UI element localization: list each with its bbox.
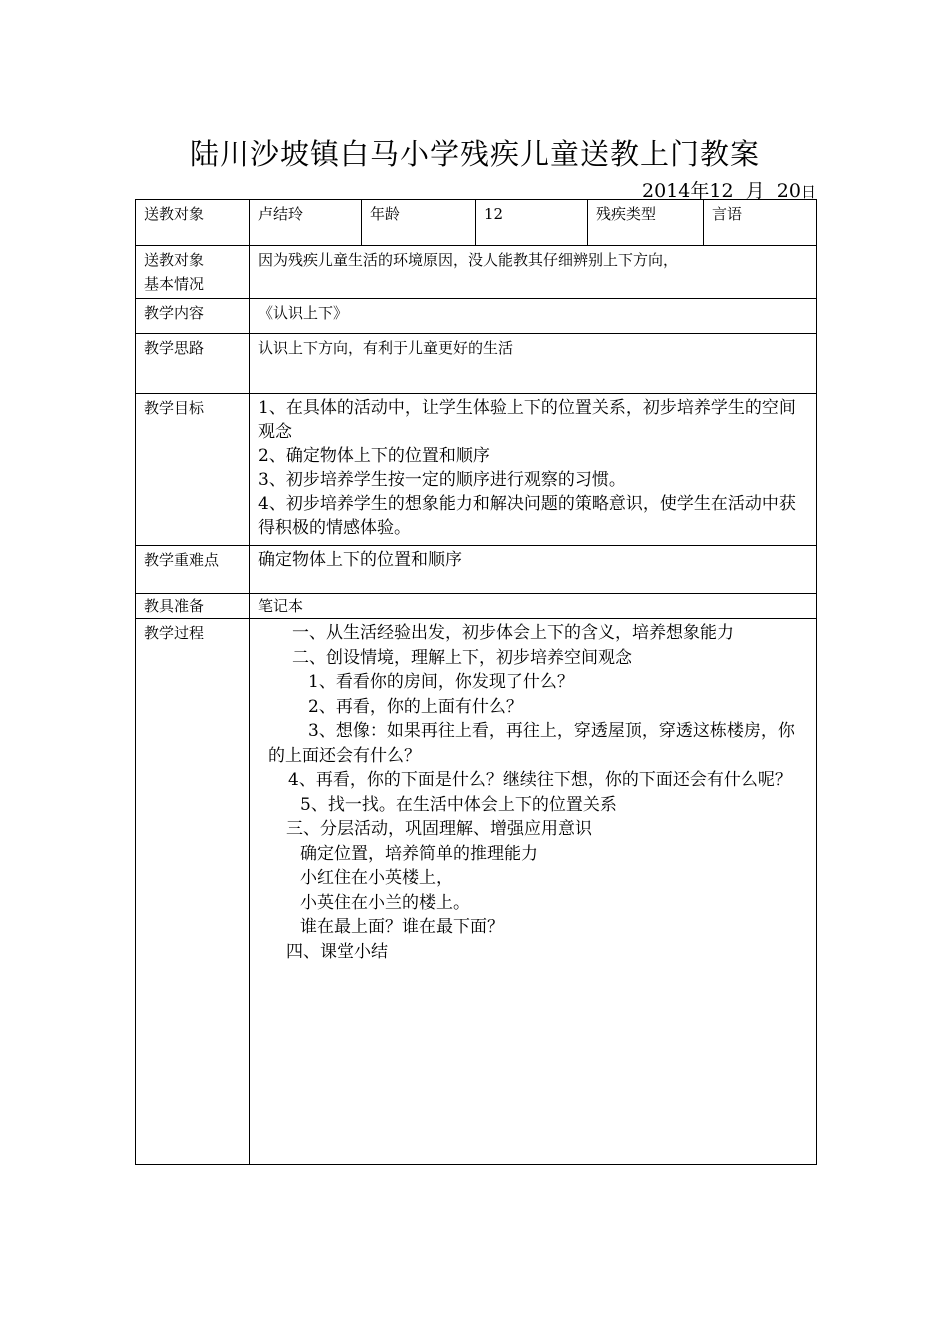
disability-type-label: 残疾类型 xyxy=(588,200,704,246)
basic-info-label-line2: 基本情况 xyxy=(144,275,205,293)
process-step: 小红住在小英楼上， xyxy=(300,868,453,888)
tools-label: 教具准备 xyxy=(136,594,250,619)
idea-label: 教学思路 xyxy=(136,334,250,394)
process-step: 5、找一找。在生活中体会上下的位置关系 xyxy=(300,794,617,815)
content-label: 教学内容 xyxy=(136,299,250,334)
basic-info-label xyxy=(136,246,250,299)
page-title: 陆川沙坡镇白马小学残疾儿童送教上门教案 xyxy=(189,137,760,171)
key-points-label: 教学重难点 xyxy=(136,546,250,594)
content-row xyxy=(136,299,817,334)
tools-row xyxy=(136,594,817,619)
process-step: 3、想像：如果再往上看，再往上，穿透屋顶，穿透这栋楼房，你的上面还会有什么？ xyxy=(268,721,795,766)
process-row xyxy=(136,619,817,1165)
process-value xyxy=(250,619,817,1165)
goal-item: 3、初步培养学生按一定的顺序进行观察的习惯。 xyxy=(258,470,626,490)
process-step: 三、分层活动，巩固理解、增强应用意识 xyxy=(286,819,592,839)
process-step: 1、看看你的房间，你发现了什么？ xyxy=(308,672,574,692)
process-step: 小英住在小兰的楼上。 xyxy=(300,892,470,913)
goal-item: 1、在具体的活动中，让学生体验上下的位置关系，初步培养学生的空间观念 xyxy=(258,398,796,442)
goals-value xyxy=(250,394,817,546)
date-year: 2014 xyxy=(642,180,691,202)
goals-label: 教学目标 xyxy=(136,394,250,546)
process-step: 二、创设情境，理解上下，初步培养空间观念 xyxy=(292,647,632,668)
idea-value: 认识上下方向，有利于儿童更好的生活 xyxy=(250,334,817,394)
lesson-plan-table xyxy=(135,199,817,1165)
process-step: 四、课堂小结 xyxy=(286,941,388,962)
goal-item: 4、初步培养学生的想象能力和解决问题的策略意识，使学生在活动中获得积极的情感体验。 xyxy=(258,494,796,538)
process-step: 确定位置，培养简单的推理能力 xyxy=(300,843,538,864)
date-day-unit: 日 xyxy=(800,183,816,201)
process-step: 一、从生活经验出发，初步体会上下的含义，培养想象能力 xyxy=(292,623,734,643)
student-name: 卢结玲 xyxy=(250,200,362,246)
goal-item: 2、确定物体上下的位置和顺序 xyxy=(258,446,490,466)
student-label: 送教对象 xyxy=(136,200,250,246)
process-step: 谁在最上面？谁在最下面？ xyxy=(300,917,504,937)
key-points-value: 确定物体上下的位置和顺序 xyxy=(250,546,817,594)
goals-row xyxy=(136,394,817,546)
date-day: 20 xyxy=(776,180,801,202)
age-label: 年龄 xyxy=(362,200,476,246)
content-value: 《认识上下》 xyxy=(250,299,817,334)
age-value: 12 xyxy=(476,200,588,246)
date-year-unit: 年 xyxy=(690,180,710,202)
basic-info-value: 因为残疾儿童生活的环境原因，没人能教其仔细辨别上下方向， xyxy=(250,246,817,299)
process-step: 4、再看，你的下面是什么？继续往下想，你的下面还会有什么呢？ xyxy=(288,770,792,790)
date-month-unit: 月 xyxy=(745,180,765,202)
tools-value: 笔记本 xyxy=(250,594,817,619)
process-step: 2、再看，你的上面有什么？ xyxy=(308,696,523,717)
basic-info-row xyxy=(136,246,817,299)
idea-row xyxy=(136,334,817,394)
key-points-row xyxy=(136,546,817,594)
disability-type-value: 言语 xyxy=(704,200,817,246)
basic-info-label-line1: 送教对象 xyxy=(144,251,205,269)
process-label: 教学过程 xyxy=(136,619,250,1165)
date-month: 12 xyxy=(709,180,734,202)
student-row xyxy=(136,200,817,246)
